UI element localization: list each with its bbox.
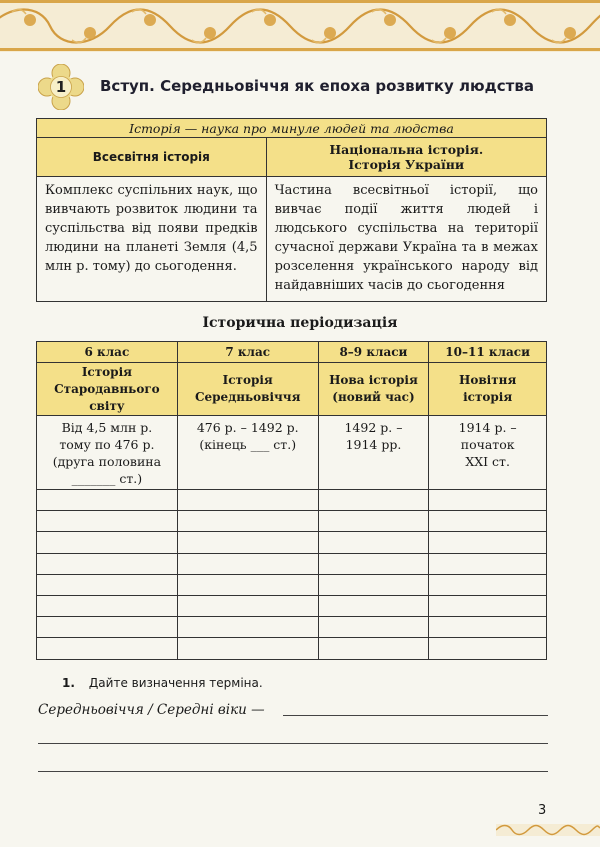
blank-cell[interactable] (318, 595, 429, 616)
blank-row (37, 511, 547, 532)
blank-cell[interactable] (37, 553, 178, 574)
blank-cell[interactable] (37, 595, 178, 616)
years-medieval-line1: 476 р. – 1492 р. (196, 420, 299, 435)
blank-cell[interactable] (429, 617, 547, 638)
period-contemporary-line1: Новітня (458, 373, 517, 387)
blank-row (37, 490, 547, 511)
years-ancient-line1: Від 4,5 млн р. (61, 420, 153, 435)
period-contemporary (429, 363, 547, 416)
years-contemporary (429, 416, 547, 490)
blank-cell[interactable] (318, 617, 429, 638)
blank-row (37, 532, 547, 553)
years-contemporary-line1: 1914 р. – (458, 420, 517, 435)
years-ancient (37, 416, 178, 490)
period-medieval-line1: Історія (222, 373, 273, 387)
blank-cell[interactable] (318, 490, 429, 511)
years-modern-line1: 1492 р. – (344, 420, 403, 435)
blank-cell[interactable] (318, 638, 429, 659)
world-history-definition: Комплекс суспільних наук, що вивчають розвиток людини та суспільства від появи предків людини на планеті Земля (4,5 млн р. тому) до сьогодення. (37, 177, 267, 302)
grade-6: 6 клас (37, 342, 178, 363)
blank-cell[interactable] (318, 574, 429, 595)
period-ancient-line3: світу (89, 398, 125, 413)
blank-cell[interactable] (318, 553, 429, 574)
blank-cell[interactable] (177, 595, 318, 616)
blank-cell[interactable] (429, 574, 547, 595)
blank-cell[interactable] (37, 490, 178, 511)
blank-cell[interactable] (429, 490, 547, 511)
period-medieval (177, 363, 318, 416)
grade-8-9: 8–9 класи (318, 342, 429, 363)
blank-cell[interactable] (177, 638, 318, 659)
task-number: 1. (62, 676, 75, 690)
lesson-title: Вступ. Середньовіччя як епоха розвитку людства (100, 77, 534, 95)
blank-cell[interactable] (318, 511, 429, 532)
blank-row (37, 595, 547, 616)
page-number: 3 (538, 803, 547, 818)
period-ancient-line1: Історія (81, 364, 132, 379)
years-modern-line2: 1914 рр. (345, 437, 402, 452)
years-modern (318, 416, 429, 490)
world-history-heading: Всесвітня історія (37, 138, 267, 177)
answer-line[interactable] (38, 771, 548, 772)
years-contemporary-line2: початок (460, 437, 515, 452)
grade-10-11: 10–11 класи (429, 342, 547, 363)
blank-cell[interactable] (37, 638, 178, 659)
years-contemporary-line3: XXI ст. (465, 454, 510, 469)
task-text: Дайте визначення терміна. (88, 676, 263, 690)
period-contemporary-line2: історія (463, 390, 513, 404)
national-history-definition: Частина всесвітньої історії, що вивчає події життя людей і людського суспільства на території сучасної держави Україна та в межах розселення українського народу від найдавніших часів до сьогодення (266, 177, 546, 302)
period-modern-line2: (новий час) (332, 390, 415, 404)
blank-cell[interactable] (318, 532, 429, 553)
years-medieval-line2[interactable]: (кінець ___ ст.) (199, 437, 297, 452)
blank-cell[interactable] (429, 638, 547, 659)
period-modern-line1: Нова історія (329, 373, 418, 387)
period-ancient (37, 363, 178, 416)
blank-cell[interactable] (37, 511, 178, 532)
grade-7: 7 клас (177, 342, 318, 363)
blank-cell[interactable] (177, 532, 318, 553)
blank-cell[interactable] (429, 595, 547, 616)
blank-cell[interactable] (177, 511, 318, 532)
answer-line[interactable] (283, 715, 548, 716)
task-1 (62, 676, 263, 690)
blank-cell[interactable] (177, 490, 318, 511)
blank-row (37, 617, 547, 638)
blank-cell[interactable] (429, 511, 547, 532)
blank-cell[interactable] (177, 574, 318, 595)
periodization-title: Історична періодизація (202, 315, 398, 331)
blank-row (37, 638, 547, 659)
blank-row (37, 574, 547, 595)
history-table-header: Історія — наука про минуле людей та людства (37, 119, 547, 138)
blank-cell[interactable] (37, 617, 178, 638)
blank-cell[interactable] (37, 532, 178, 553)
lesson-number: 1 (55, 78, 67, 96)
blank-cell[interactable] (429, 532, 547, 553)
blank-row (37, 553, 547, 574)
period-medieval-line2: Середньовіччя (194, 390, 301, 404)
blank-cell[interactable] (429, 553, 547, 574)
national-history-heading-line2: Історія України (348, 157, 465, 172)
history-definition-table (36, 118, 547, 302)
years-ancient-line4[interactable]: _______ ст.) (71, 471, 143, 486)
national-history-heading (266, 138, 546, 177)
years-medieval (177, 416, 318, 490)
blank-cell[interactable] (177, 553, 318, 574)
national-history-heading-line1: Національна історія. (329, 142, 484, 157)
top-ornament (0, 0, 600, 52)
period-modern (318, 363, 429, 416)
definition-term: Середньовіччя / Середні віки — (38, 702, 265, 718)
years-ancient-line3: (друга половина (52, 454, 162, 469)
periodization-table (36, 341, 547, 660)
years-ancient-line2: тому по 476 р. (59, 437, 155, 452)
bottom-ornament (496, 824, 600, 836)
period-ancient-line2: Стародавнього (54, 381, 160, 396)
blank-cell[interactable] (37, 574, 178, 595)
answer-line[interactable] (38, 743, 548, 744)
blank-cell[interactable] (177, 617, 318, 638)
